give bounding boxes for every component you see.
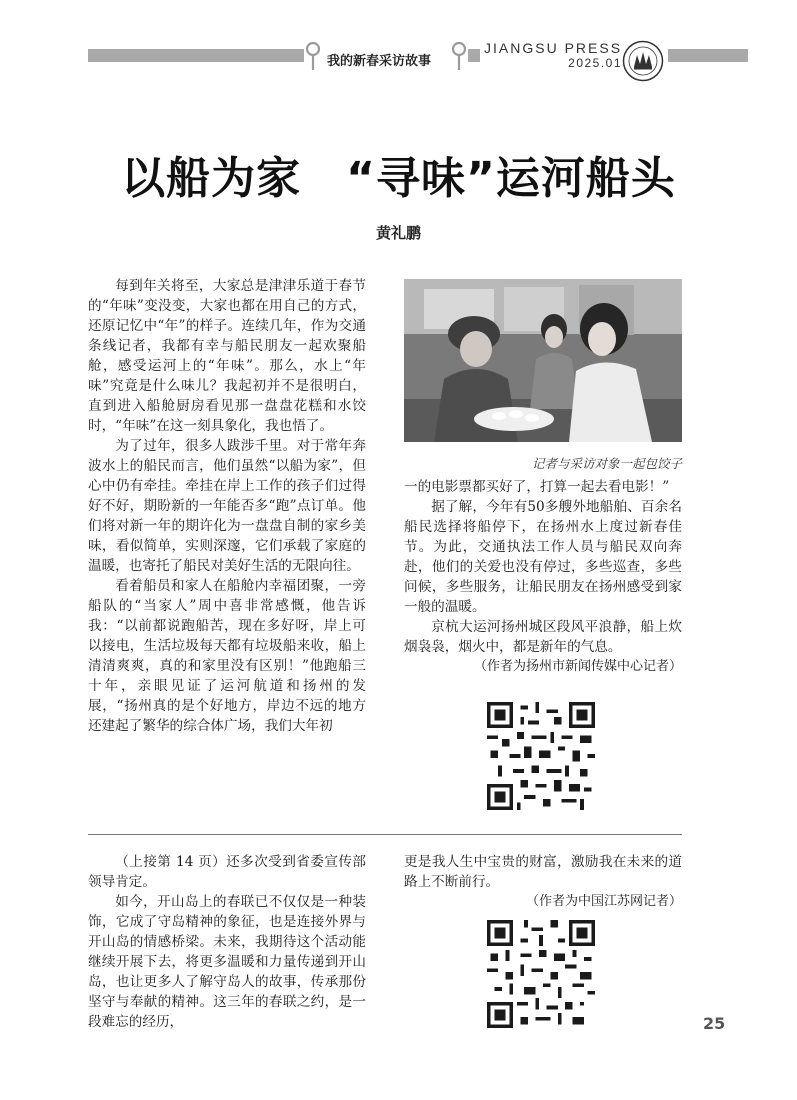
- paragraph-continuation: 更是我人生中宝贵的财富，激励我在未来的道路上不断前行。: [404, 854, 682, 890]
- header-bar-left: [88, 49, 304, 62]
- header-bar-right: [668, 49, 748, 62]
- press-name: JIANGSU PRESS: [484, 40, 623, 56]
- article-photo: [404, 279, 682, 442]
- right-column: [404, 477, 682, 677]
- paragraph-continuation: 一的电影票都买好了，打算一起去看电影！”: [404, 479, 670, 495]
- section-title: 我的新春采访故事: [327, 54, 432, 69]
- paragraph: 看着船员和家人在船舱内幸福团聚，一旁船队的“当家人”周中喜非常感慨，他告诉我：“以前都说跑船苦，现在多好呀，岸上可以接电，生活垃圾每天都有垃圾船来收，船上清清爽爽，真的和家里没有区别！”他跑船三十年，亲眼见证了运河航道和扬州的发展，“扬州真的是个好地方，岸边不远的地方还建起了繁华的综合体广场，我们大年初: [88, 578, 366, 734]
- author-credit: （作者为扬州市新闻传媒中心记者）: [473, 659, 682, 674]
- magazine-seal-logo: [622, 40, 664, 82]
- pin-icon: [306, 41, 320, 71]
- paragraph: 据了解，今年有50多艘外地船舶、百余名船民选择将船停下，在扬州水上度过新春佳节。为此，交通执法工作人员与船民双向奔赴，他们的关爱也没有停过，多些巡查，多些问候，多些服务，让船民朋友在扬州感受到家一般的温暖。: [404, 499, 682, 615]
- press-branding: [484, 40, 622, 70]
- author-credit: （作者为中国江苏网记者）: [525, 894, 682, 909]
- article-title: 以船为家 “寻味”运河船头: [121, 153, 676, 204]
- paragraph: （上接第 14 页）还多次受到省委宣传部领导肯定。: [88, 854, 366, 890]
- left-column: [88, 276, 366, 736]
- paragraph: 每到年关将至，大家总是津津乐道于春节的“年味”变没变，大家也都在用自己的方式，还原记忆中“年”的样子。连续几年，作为交通条线记者，我都有幸与船民朋友一起欢聚船舱，感受运河上的“年味”。那么，水上“年味”究竟是什么味儿？我起初并不是很明白，直到进入船舱厨房看见那一盘盘花糕和水饺时，“年味”在这一刻具象化，我也悟了。: [88, 278, 366, 434]
- section-divider: [88, 834, 682, 835]
- header-bar-mid: [468, 49, 480, 62]
- continued-left-column: [88, 852, 366, 1032]
- paragraph: 为了过年，很多人跋涉千里。对于常年奔波水上的船民而言，他们虽然“以船为家”，但心中仍有牵挂。牵挂在岸上工作的孩子们过得好不好，期盼新的一年能否多“跑”点订单。他们将对新一年的期许化为一盘盘自制的家乡美味，看似简单，实则深邃，它们承载了家庭的温暖，也寄托了船民对美好生活的无限向往。: [88, 438, 366, 574]
- pin-icon: [452, 41, 466, 71]
- qr-code-icon: [487, 702, 595, 810]
- paragraph: 京杭大运河扬州城区段风平浪静，船上炊烟袅袅，烟火中，都是新年的气息。: [404, 619, 682, 655]
- continued-right-column: [404, 852, 682, 912]
- article-author: 黄礼鹏: [375, 224, 421, 242]
- paragraph: 如今，开山岛上的春联已不仅仅是一种装饰，它成了守岛精神的象征，也是连接外界与开山岛的情感桥梁。未来，我期待这个活动能继续开展下去，将更多温暖和力量传递到开山岛，也让更多人了解守岛人的故事，传承那份坚守与奉献的精神。这三年的春联之约，是一段难忘的经历，: [88, 894, 366, 1030]
- qr-code-icon: [487, 920, 595, 1028]
- issue-date: 2025.01: [568, 56, 623, 70]
- page-number: 25: [703, 1014, 726, 1033]
- photo-caption: 记者与采访对象一起包饺子: [531, 456, 682, 471]
